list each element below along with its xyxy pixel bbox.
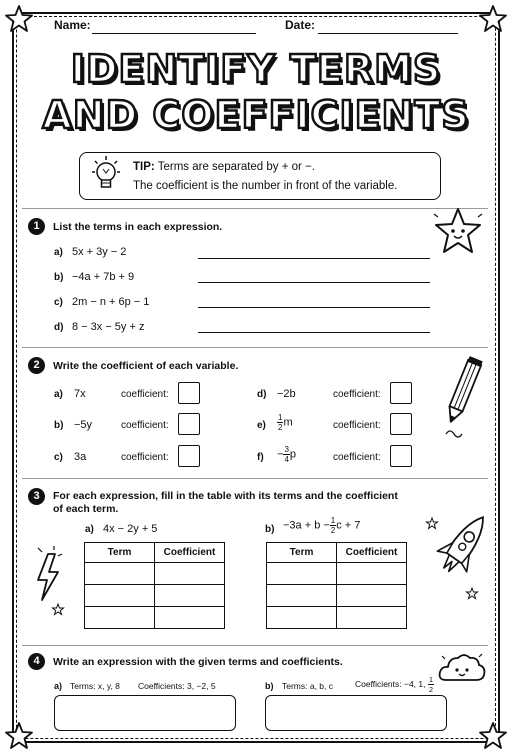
page-title-line1: IDENTIFY TERMS [70,47,442,91]
q1-instruction: List the terms in each expression. [53,221,223,233]
coefficient-label: coefficient: [333,420,381,431]
question-number-1: 1 [28,218,45,235]
table-cell[interactable] [267,607,337,629]
column-header-coefficient: Coefficient [155,543,225,563]
column-header-term: Term [267,543,337,563]
date-label: Date: [285,18,316,32]
table-cell[interactable] [155,607,225,629]
smiling-star-icon [430,206,486,258]
coefficient-label: coefficient: [333,452,381,463]
q3a-label: a) [85,524,94,535]
table-cell[interactable] [85,607,155,629]
lightning-bolt-icon [28,540,72,620]
pencil-icon [436,354,488,440]
q2f-label: f) [257,452,264,463]
page-title-line2: AND COEFFICIENTS [42,93,470,137]
fraction: $\frac{1}{2}$ [330,516,336,535]
coefficient-label: coefficient: [121,420,169,431]
q3a-expression: 4x − 2y + 5 [103,523,158,535]
q3b-label: b) [265,524,275,535]
q2b-expression: −5y [74,419,93,431]
column-header-term: Term [85,543,155,563]
name-label: Name: [54,18,91,32]
q4a-answer-box[interactable] [54,695,236,731]
star-icon [4,721,34,751]
q1c-answer-line[interactable] [198,307,430,308]
q1d-label: d) [54,322,64,333]
q2e-expression: $\frac{1}{2}$ m [278,413,293,432]
q1b-answer-line[interactable] [198,282,430,283]
q1a-label: a) [54,247,63,258]
q4a-terms: Terms: x, y, 8 [70,681,120,691]
column-header-coefficient: Coefficient [337,543,407,563]
table-cell[interactable] [155,563,225,585]
q3b-table [266,542,407,629]
q2a-answer-box[interactable] [178,382,200,404]
table-cell[interactable] [337,585,407,607]
q3b-expression: −3a + b − $\frac{1}{2}$ c + 7 [283,516,361,535]
q4-instruction: Write an expression with the given terms and coefficients. [53,656,343,668]
smiling-cloud-icon [436,648,488,688]
tip-box [79,152,441,200]
tip-bold-label: TIP: [133,161,155,173]
q2a-expression: 7x [74,388,86,400]
fraction: $\frac{3}{4}$ [284,445,289,464]
q2a-label: a) [54,389,63,400]
tip-line2: The coefficient is the number in front of the variable. [133,180,398,192]
q1b-expression: −4a + 7b + 9 [72,271,135,283]
table-cell[interactable] [267,585,337,607]
table-cell[interactable] [337,563,407,585]
q3-instruction-line2: of each term. [53,503,119,515]
q2e-answer-box[interactable] [390,413,412,435]
table-cell[interactable] [155,585,225,607]
q1c-expression: 2m − n + 6p − 1 [72,296,150,308]
star-icon [478,4,508,34]
q2d-expression: −2b [277,388,296,400]
q1a-expression: 5x + 3y − 2 [72,246,127,258]
q1d-answer-line[interactable] [198,332,430,333]
q2f-answer-box[interactable] [390,445,412,467]
q1b-label: b) [54,272,64,283]
q2-instruction: Write the coefficient of each variable. [53,360,239,372]
coefficient-label: coefficient: [333,389,381,400]
q4b-terms: Terms: a, b, c [282,681,334,691]
tip-text-1: Terms are separated by + or −. [157,161,315,173]
table-cell[interactable] [337,607,407,629]
star-icon [478,721,508,751]
divider [22,347,488,348]
q2c-label: c) [54,452,63,463]
date-field[interactable] [318,33,458,34]
table-cell[interactable] [85,563,155,585]
q4b-coefficients: Coefficients: −4, 1, $\frac{1}{2}$ [355,675,434,694]
q4b-answer-box[interactable] [265,695,447,731]
q1c-label: c) [54,297,63,308]
question-number-4: 4 [28,653,45,670]
name-field[interactable] [92,33,256,34]
q1a-answer-line[interactable] [198,258,430,259]
tip-line1 [133,161,315,173]
question-number-3: 3 [28,488,45,505]
q2b-label: b) [54,420,64,431]
question-number-2: 2 [28,357,45,374]
q2d-label: d) [257,389,267,400]
q4a-coefficients: Coefficients: 3, −2, 5 [138,681,216,691]
fraction: $\frac{1}{2}$ [278,413,283,432]
q4b-label: b) [265,681,274,691]
q3a-table [84,542,225,629]
rocket-icon [424,502,490,602]
lightbulb-icon [86,152,126,200]
table-cell[interactable] [85,585,155,607]
q2c-expression: 3a [74,451,87,463]
q2f-expression: − $\frac{3}{4}$ p [277,445,297,464]
star-icon [4,4,34,34]
q2d-answer-box[interactable] [390,382,412,404]
q2e-label: e) [257,420,266,431]
table-cell[interactable] [267,563,337,585]
divider [22,208,488,209]
divider [22,645,488,646]
divider [22,478,488,479]
fraction: $\frac{1}{2}$ [428,675,434,694]
q1d-expression: 8 − 3x − 5y + z [72,321,145,333]
q2b-answer-box[interactable] [178,413,200,435]
coefficient-label: coefficient: [121,389,169,400]
coefficient-label: coefficient: [121,452,169,463]
q2c-answer-box[interactable] [178,445,200,467]
q4a-label: a) [54,681,63,691]
q3-instruction-line1: For each expression, fill in the table with its terms and the coefficient [53,490,398,502]
